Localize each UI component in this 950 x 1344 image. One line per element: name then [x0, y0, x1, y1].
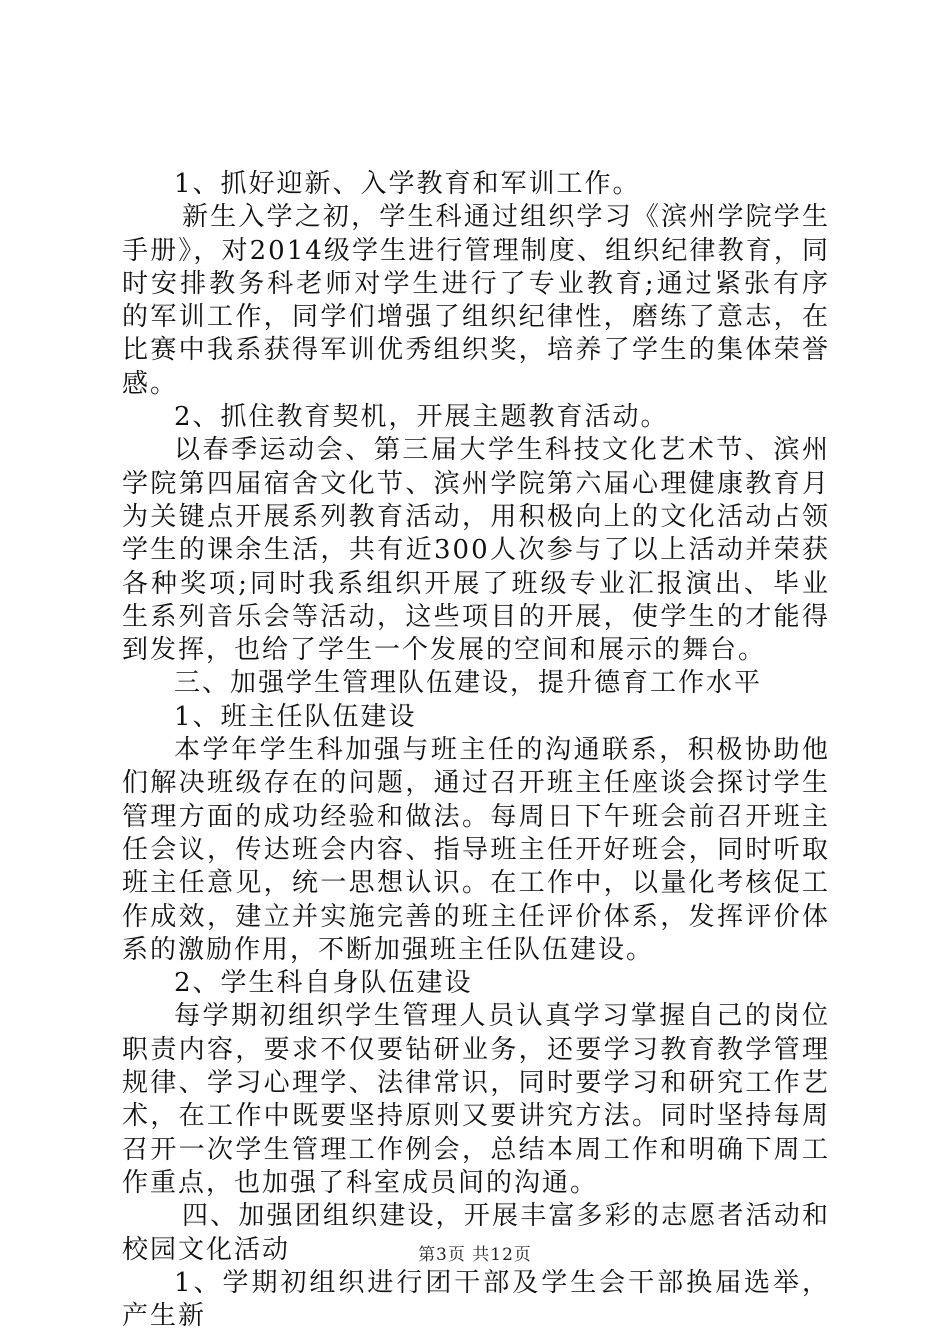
section-heading-4: 四、加强团组织建设，开展丰富多彩的志愿者活动和校园文化活动	[122, 1201, 830, 1265]
page-number-footer: 第3页 共12页	[418, 1245, 532, 1265]
paragraph-heading-2: 2、抓住教育契机，开展主题教育活动。	[174, 402, 669, 433]
paragraph-heading-3-2: 2、学生科自身队伍建设	[174, 968, 473, 999]
paragraph-text-3-1: 本学年学生科加强与班主任的沟通联系，积极协助他们解决班级存在的问题，通过召开班主任座谈会探讨学生管理方面的成功经验和做法。每周日下午班会前召开班主任会议，传达班会内容、指导班主任开好班会，同时听取班主任意见，统一思想认识。在工作中，以量化考核促工作成效，建立并实施完善的班主任评价体系，发挥评价体系的激励作用，不断加强班主任队伍建设。	[122, 735, 830, 965]
section-heading-3: 三、加强学生管理队伍建设，提升德育工作水平	[174, 668, 763, 699]
paragraph-heading-3-1: 1、班主任队伍建设	[174, 701, 417, 732]
paragraph-text-2: 以春季运动会、第三届大学生科技文化艺术节、滨州学院第四届宿舍文化节、滨州学院第六届心理健康教育月为关键点开展系列教育活动，用积极向上的文化活动占领学生的课余生活，共有近300人次参与了以上活动并荣获各种奖项;同时我系组织开展了班级专业汇报演出、毕业生系列音乐会等活动，这些项目的开展，使学生的才能得到发挥，也给了学生一个发展的空间和展示的舞台。	[122, 435, 830, 666]
paragraph-text-3-2: 每学期初组织学生管理人员认真学习掌握自己的岗位职责内容，要求不仅要钻研业务，还要学习教育教学管理规律、学习心理学、法律常识，同时要学习和研究工作艺术，在工作中既要坚持原则又要讲究方法。同时坚持每周召开一次学生管理工作例会，总结本周工作和明确下周工作重点，也加强了科室成员间的沟通。	[122, 1001, 830, 1198]
paragraph-text-4-1: 1、学期初组织进行团干部及学生会干部换届选举，产生新	[122, 1267, 830, 1332]
paragraph-text-1: 新生入学之初，学生科通过组织学习《滨州学院学生手册》，对2014级学生进行管理制度、组织纪律教育，同时安排教务科老师对学生进行了专业教育;通过紧张有序的军训工作，同学们增强了组织纪律性，磨练了意志，在比赛中我系获得军训优秀组织奖，培养了学生的集体荣誉感。	[122, 202, 830, 399]
paragraph-heading-1: 1、抓好迎新、入学教育和军训工作。	[174, 169, 641, 199]
document-body	[122, 168, 830, 1333]
